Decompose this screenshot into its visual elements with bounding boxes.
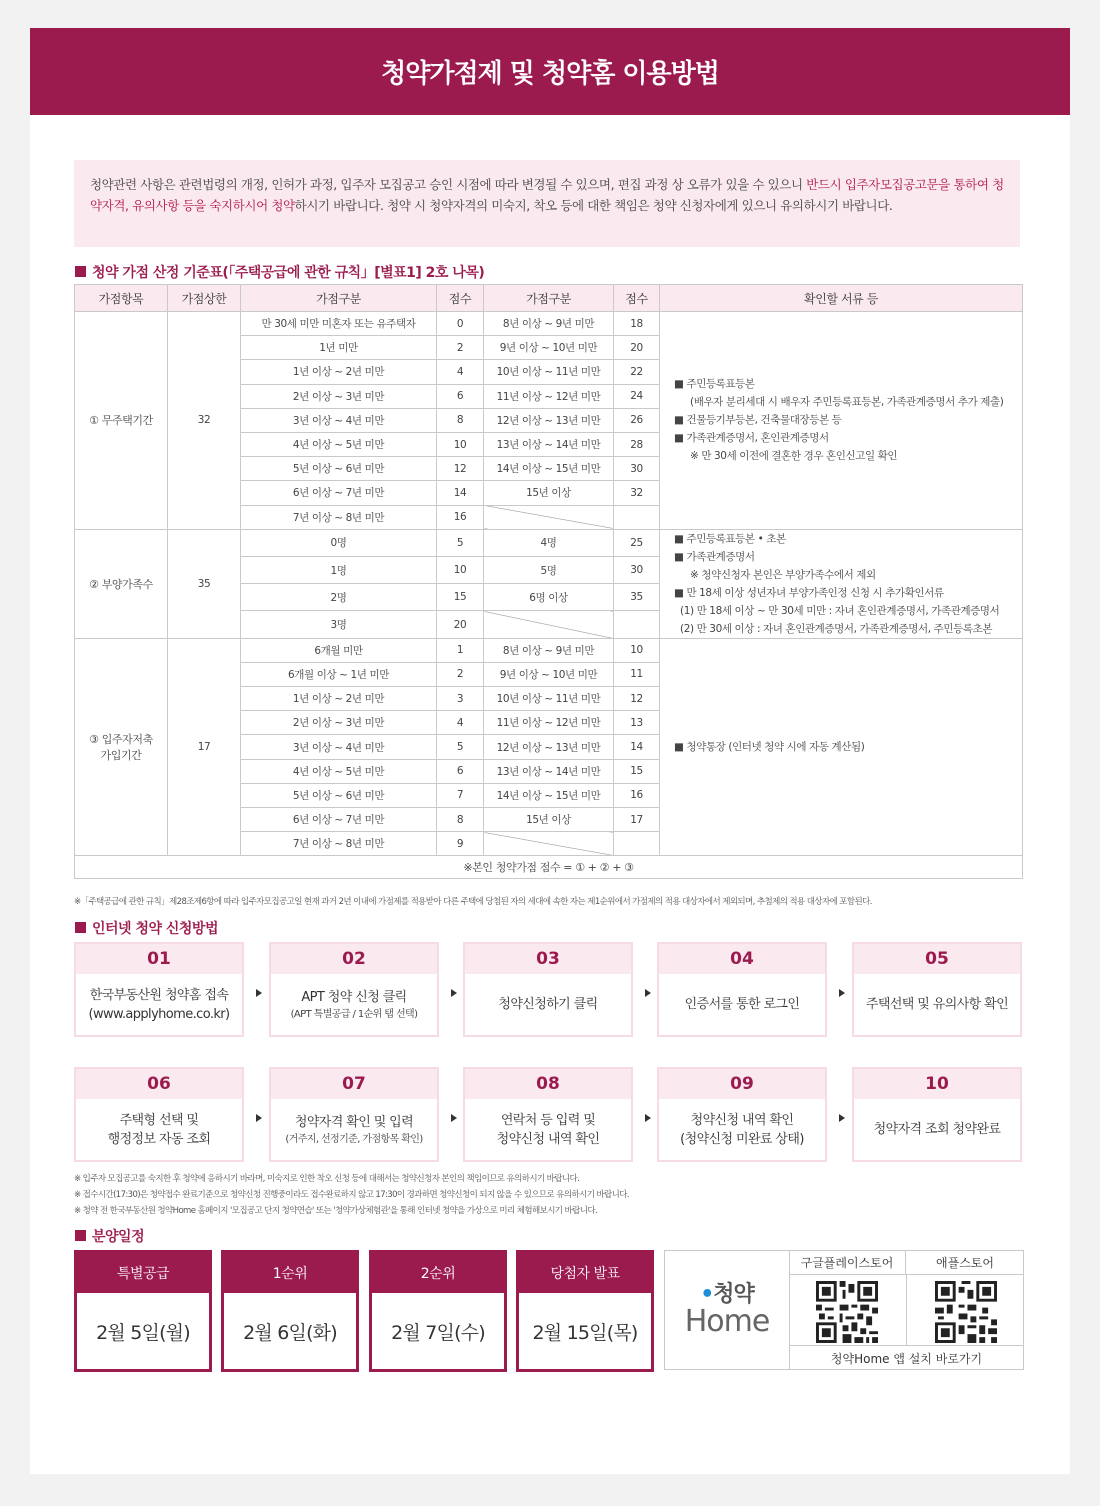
points-cell: 6 [437,759,484,783]
steps-note: ※ 접수시간(17:30)은 청약접수 완료기준으로 청약신청 진행중이라도 접수완료하지 않고 17:30이 경과하면 청약신청이 되지 않을 수 있으므로 유의하시기 바랍니다. [74,1190,629,1200]
step-body [271,1099,437,1160]
google-play-label: 구글플레이스토어 [789,1251,906,1275]
step-subtext: (www.applyhome.co.kr) [88,1006,230,1022]
points-cell: 8 [437,408,484,432]
range-cell: 13년 이상 ~ 14년 미만 [484,759,614,783]
range-cell: 3명 [241,611,437,638]
schedule-card [516,1250,654,1372]
page-title: 청약가점제 및 청약홈 이용방법 [381,59,719,89]
step-text: 주택형 선택 및 [119,1112,199,1128]
schedule-date: 2월 7일(수) [391,1321,485,1344]
points-cell: 24 [614,384,660,408]
range-cell: 8년 이상 ~ 9년 미만 [484,638,614,662]
points-cell: 35 [614,584,660,611]
step-card [74,1067,244,1162]
step-card [269,1067,439,1162]
notice-text: 청약관련 사항은 관련법령의 개정, 인허가 과정, 입주자 모집공고 승인 시점에 따라 변경될 수 있으며, 편집 과정 상 오류가 있을 수 있으니 [90,177,807,192]
step-body [76,1099,242,1160]
schedule-card [74,1250,212,1372]
score-item-cell: ① 무주택기간 [75,312,168,530]
points-cell: 5 [437,529,484,556]
document-line: (2) 만 30세 이상 : 자녀 혼인관계증명서, 가족관계증명서, 주민등록초본 [680,622,993,635]
arrow-right-icon [451,1114,457,1122]
points-cell [614,832,660,856]
step-body [76,974,242,1035]
range-cell: 6개월 이상 ~ 1년 미만 [241,662,437,686]
range-cell: 14년 이상 ~ 15년 미만 [484,783,614,807]
document-line: ■ 건물등기부등본, 건축물대장등본 등 [674,414,842,427]
step-number: 02 [271,944,437,974]
range-cell: 13년 이상 ~ 14년 미만 [484,432,614,456]
points-cell: 26 [614,408,660,432]
range-cell: 10년 이상 ~ 11년 미만 [484,687,614,711]
document-line: (1) 만 18세 이상 ~ 만 30세 미만 : 자녀 혼인관계증명서, 가족관계증명서 [680,604,1000,617]
range-cell: 1년 이상 ~ 2년 미만 [241,687,437,711]
step-subtext: (거주지, 선정기준, 가점항목 확인) [285,1133,423,1145]
total-row [75,856,1023,879]
step-number: 05 [854,944,1020,974]
arrow-right-icon [645,1114,651,1122]
points-cell: 13 [614,711,660,735]
schedule-label: 2순위 [372,1253,504,1293]
step-card [852,942,1022,1037]
points-cell: 15 [614,759,660,783]
points-cell: 4 [437,711,484,735]
steps-section-title: 인터넷 청약 신청방법 [75,918,218,938]
step-text: 청약신청 내역 확인 [690,1112,794,1128]
step-text: 청약자격 조회 청약완료 [873,1122,1001,1137]
step-subtext: 행정정보 자동 조회 [107,1131,211,1147]
header-cell: 점수 [614,285,660,312]
range-cell: 5명 [484,556,614,583]
table-row [75,638,1023,662]
header-cell: 가점상한 [168,285,241,312]
points-cell: 2 [437,662,484,686]
step-card [657,1067,827,1162]
points-cell: 20 [437,611,484,638]
points-cell: 0 [437,312,484,336]
step-text: 청약신청하기 클릭 [498,997,598,1012]
range-cell: 15년 이상 [484,808,614,832]
range-cell: 11년 이상 ~ 12년 미만 [484,384,614,408]
range-cell: 3년 이상 ~ 4년 미만 [241,408,437,432]
range-cell: 2년 이상 ~ 3년 미만 [241,711,437,735]
score-max-cell: 35 [168,529,241,638]
range-cell: 12년 이상 ~ 13년 미만 [484,735,614,759]
step-body [659,974,825,1035]
score-item-cell: ③ 입주자저축 가입기간 [75,638,168,856]
points-cell: 5 [437,735,484,759]
points-cell [614,505,660,529]
step-text: 인증서를 통한 로그인 [684,997,800,1012]
notice-text-end: 하시기 바랍니다. 청약 시 청약자격의 미숙지, 착오 등에 대한 책임은 청약 신청자에게 있으니 유의하시기 바랍니다. [294,198,893,213]
step-number: 10 [854,1069,1020,1099]
schedule-section-title: 분양일정 [75,1226,144,1246]
step-number: 07 [271,1069,437,1099]
document-line: ■ 청약통장 (인터넷 청약 시에 자동 계산됨) [674,741,865,754]
points-cell: 4 [437,360,484,384]
step-text: 청약자격 확인 및 입력 [294,1114,414,1130]
points-cell: 8 [437,808,484,832]
score-table-body [75,312,1023,856]
step-text: APT 청약 신청 클릭 [301,989,407,1005]
range-cell: 9년 이상 ~ 10년 미만 [484,662,614,686]
points-cell: 15 [437,584,484,611]
range-cell: 12년 이상 ~ 13년 미만 [484,408,614,432]
points-cell: 10 [614,638,660,662]
app-install-link[interactable]: 청약Home 앱 설치 바로가기 [789,1345,1024,1370]
range-cell: 1년 이상 ~ 2년 미만 [241,360,437,384]
points-cell: 7 [437,783,484,807]
step-body [854,974,1020,1035]
range-cell: 1년 미만 [241,336,437,360]
documents-cell [660,312,1023,530]
range-cell: 3년 이상 ~ 4년 미만 [241,735,437,759]
range-cell: 5년 이상 ~ 6년 미만 [241,783,437,807]
step-body [271,974,437,1035]
document-line: ■ 주민등록표등본 [674,378,755,391]
range-cell: 6명 이상 [484,584,614,611]
document-line: (배우자 분리세대 시 배우자 주민등록표등본, 가족관계증명서 추가 제출) [690,396,1004,409]
range-cell: 5년 이상 ~ 6년 미만 [241,457,437,481]
points-cell: 14 [614,735,660,759]
step-body [659,1099,825,1160]
step-card [74,942,244,1037]
range-cell: 10년 이상 ~ 11년 미만 [484,360,614,384]
points-cell: 22 [614,360,660,384]
arrow-right-icon [839,1114,845,1122]
step-text: 연락처 등 입력 및 [500,1112,596,1128]
documents-cell [660,529,1023,638]
schedule-label: 당첨자 발표 [519,1253,651,1293]
range-cell: 6개월 미만 [241,638,437,662]
arrow-right-icon [839,989,845,997]
total-formula: ※본인 청약가점 점수 = ① + ② + ③ [75,856,1023,879]
step-number: 04 [659,944,825,974]
document-line: ※ 만 30세 이전에 결혼한 경우 혼인신고일 확인 [690,450,898,463]
range-cell: 2년 이상 ~ 3년 미만 [241,384,437,408]
points-cell: 30 [614,457,660,481]
score-item-cell: ② 부양가족수 [75,529,168,638]
points-cell: 1 [437,638,484,662]
schedule-card [369,1250,507,1372]
steps-note: ※ 청약 전 한국부동산원 청약Home 홈페이지 '모집공고 단지 청약연습' 또는 '청약가상체험관'을 통해 인터넷 청약을 가상으로 미리 체험해보시기 바랍니다. [74,1206,598,1216]
range-cell: 7년 이상 ~ 8년 미만 [241,832,437,856]
page [30,28,1070,1474]
document-line: ■ 만 18세 이상 성년자녀 부양가족인정 신청 시 추가확인서류 [674,586,944,599]
points-cell: 6 [437,384,484,408]
square-bullet-icon [75,922,86,933]
points-cell: 11 [614,662,660,686]
step-number: 03 [465,944,631,974]
score-max-cell: 17 [168,638,241,856]
app-store-label: 애플스토어 [906,1251,1024,1275]
range-cell: 1명 [241,556,437,583]
schedule-card [221,1250,359,1372]
range-cell: 4명 [484,529,614,556]
notice-box [74,160,1020,247]
document-line: ■ 주민등록표등본 • 초본 [674,532,786,545]
schedule-label: 1순위 [224,1253,356,1293]
document-line: ■ 가족관계증명서, 혼인관계증명서 [674,432,829,445]
points-cell: 32 [614,481,660,505]
range-cell: 6년 이상 ~ 7년 미만 [241,808,437,832]
points-cell: 20 [614,336,660,360]
schedule-date: 2월 5일(월) [96,1321,190,1344]
step-subtext: (청약신청 미완료 상태) [680,1131,804,1147]
range-cell: 9년 이상 ~ 10년 미만 [484,336,614,360]
range-cell: 만 30세 미만 미혼자 또는 유주택자 [241,312,437,336]
step-text: 한국부동산원 청약홈 접속 [89,987,229,1003]
range-cell: 14년 이상 ~ 15년 미만 [484,457,614,481]
range-cell [484,832,614,856]
points-cell: 9 [437,832,484,856]
points-cell: 16 [614,783,660,807]
range-cell: 0명 [241,529,437,556]
header-cell: 가점항목 [75,285,168,312]
applyhome-logo: •청약 Home [665,1251,790,1369]
header-cell: 점수 [437,285,484,312]
range-cell: 4년 이상 ~ 5년 미만 [241,432,437,456]
score-section-title: 청약 가점 산정 기준표(「주택공급에 관한 규칙」[별표1] 2호 나목) [75,262,484,282]
step-card [269,942,439,1037]
points-cell: 25 [614,529,660,556]
step-text: 주택선택 및 유의사항 확인 [865,997,1009,1012]
table-header-row [75,285,1023,312]
score-footnote: ※「주택공급에 관한 규칙」제28조제6항에 따라 입주자모집공고일 현재 과거 2년 이내에 가점제를 적용받아 다른 주택에 당첨된 자의 세대에 속한 자는 제1순위에서 가점제의 적용 대상자에서 제외되며, 추첨제의 적용 대상자에 포함된다. [74,897,872,907]
range-cell: 15년 이상 [484,481,614,505]
step-number: 01 [76,944,242,974]
points-cell [614,611,660,638]
points-cell: 16 [437,505,484,529]
documents-cell [660,638,1023,856]
range-cell: 4년 이상 ~ 5년 미만 [241,759,437,783]
document-line: ■ 가족관계증명서 [674,550,755,563]
arrow-right-icon [645,989,651,997]
step-card [657,942,827,1037]
step-body [465,1099,631,1160]
header-cell: 가점구분 [241,285,437,312]
arrow-right-icon [256,989,262,997]
step-body [465,974,631,1035]
range-cell: 11년 이상 ~ 12년 미만 [484,711,614,735]
arrow-right-icon [256,1114,262,1122]
range-cell [484,505,614,529]
header-cell: 가점구분 [484,285,614,312]
header-cell: 확인할 서류 등 [660,285,1023,312]
range-cell: 6년 이상 ~ 7년 미만 [241,481,437,505]
points-cell: 10 [437,432,484,456]
points-cell: 12 [614,687,660,711]
points-cell: 17 [614,808,660,832]
score-table [74,284,1023,879]
steps-note: ※ 입주자 모집공고를 숙지한 후 청약에 응하시기 바라며, 미숙지로 인한 착오 신청 등에 대해서는 청약신청자 본인의 책임이므로 유의하시기 바랍니다. [74,1174,580,1184]
points-cell: 18 [614,312,660,336]
schedule-label: 특별공급 [77,1253,209,1293]
step-card [463,1067,633,1162]
app-download-box[interactable] [664,1250,1024,1370]
step-subtext: (APT 특별공급 / 1순위 탭 선택) [290,1008,418,1020]
points-cell: 3 [437,687,484,711]
step-body [854,1099,1020,1160]
range-cell: 2명 [241,584,437,611]
arrow-right-icon [451,989,457,997]
title-banner [30,28,1070,115]
range-cell [484,611,614,638]
schedule-date: 2월 6일(화) [243,1321,337,1344]
step-number: 09 [659,1069,825,1099]
range-cell: 7년 이상 ~ 8년 미만 [241,505,437,529]
app-store-qr-icon[interactable] [935,1281,997,1343]
points-cell: 14 [437,481,484,505]
table-row [75,312,1023,336]
square-bullet-icon [75,1230,86,1241]
schedule-date: 2월 15일(목) [532,1321,638,1344]
points-cell: 28 [614,432,660,456]
range-cell: 8년 이상 ~ 9년 미만 [484,312,614,336]
step-number: 06 [76,1069,242,1099]
step-number: 08 [465,1069,631,1099]
step-subtext: 청약신청 내역 확인 [496,1131,600,1147]
google-play-qr-icon[interactable] [816,1281,878,1343]
score-max-cell: 32 [168,312,241,530]
points-cell: 12 [437,457,484,481]
square-bullet-icon [75,266,86,277]
document-line: ※ 청약신청자 본인은 부양가족수에서 제외 [690,568,876,581]
points-cell: 2 [437,336,484,360]
points-cell: 10 [437,556,484,583]
step-card [852,1067,1022,1162]
step-card [463,942,633,1037]
points-cell: 30 [614,556,660,583]
table-row [75,529,1023,556]
notice-highlight: 반드시 입주자모집공고문을 통하여 청약자격, 유의사항 등을 숙지하시어 청약 [90,177,1004,213]
